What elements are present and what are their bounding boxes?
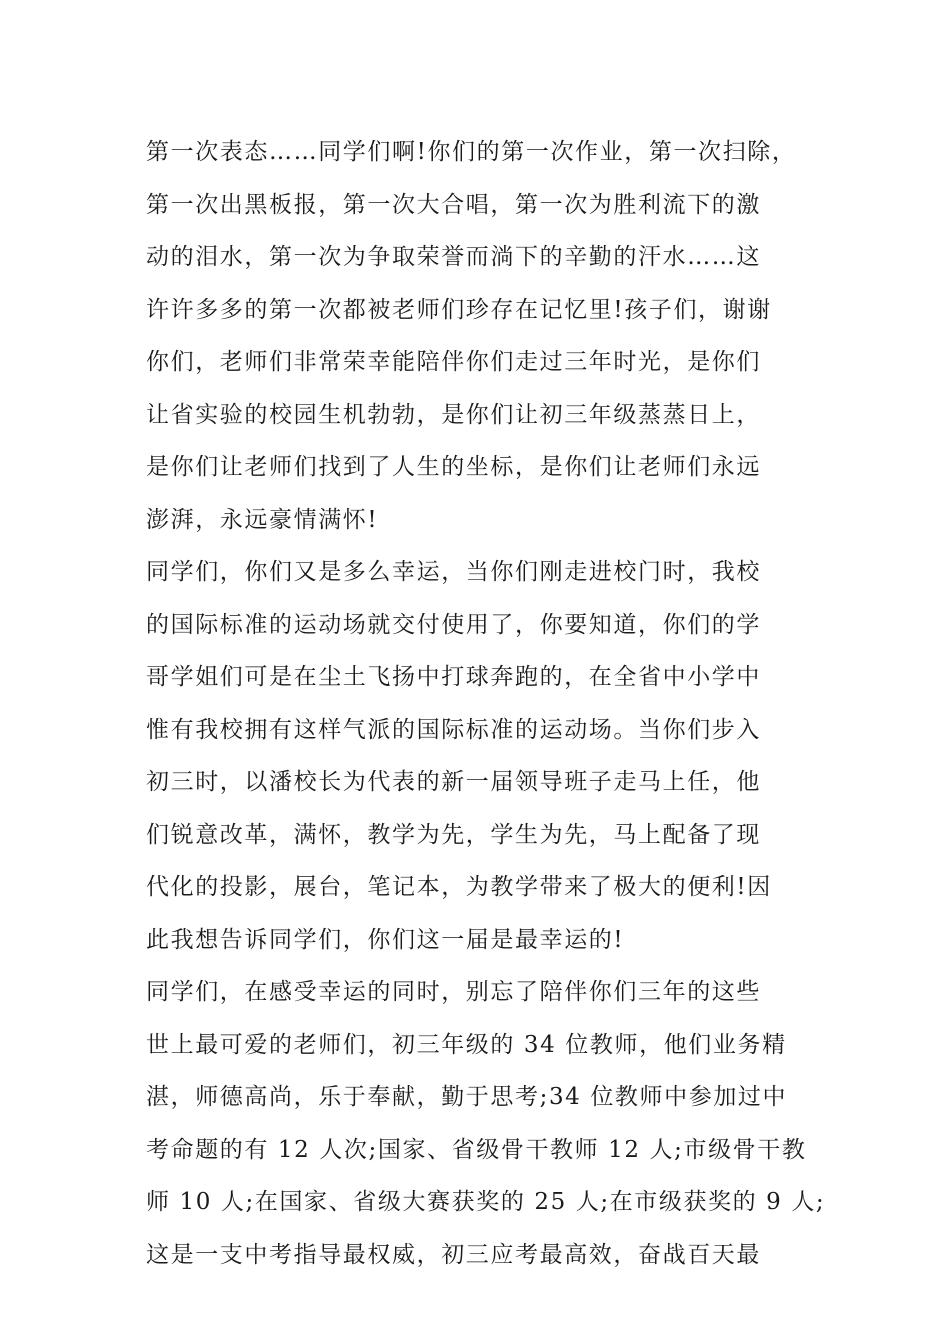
text-line: 同学们，你们又是多么幸运，当你们刚走进校门时，我校 xyxy=(146,559,761,585)
text-line: 许许多多的第一次都被老师们珍存在记忆里!孩子们，谢谢 xyxy=(146,296,772,323)
text-line: 师 10 人;在国家、省级大赛获奖的 25 人;在市级获奖的 9 人; xyxy=(146,1189,826,1215)
text-line: 的国际标准的运动场就交付使用了，你要知道，你们的学 xyxy=(146,611,761,638)
text-line: 让省实验的校园生机勃勃，是你们让初三年级蒸蒸日上， xyxy=(146,401,761,428)
text-line: 这是一支中考指导最权威，初三应考最高效，奋战百天最 xyxy=(146,1241,761,1268)
text-line: 第一次出黑板报，第一次大合唱，第一次为胜利流下的激 xyxy=(146,191,761,218)
text-line: 惟有我校拥有这样气派的国际标准的运动场。当你们步入 xyxy=(146,716,761,743)
text-line: 同学们，在感受幸运的同时，别忘了陪伴你们三年的这些 xyxy=(146,979,761,1005)
text-line: 第一次表态……同学们啊!你们的第一次作业，第一次扫除， xyxy=(146,139,797,165)
text-line: 是你们让老师们找到了人生的坐标，是你们让老师们永远 xyxy=(146,454,761,480)
text-line: 代化的投影，展台，笔记本，为教学带来了极大的便利!因 xyxy=(146,874,772,900)
text-line: 湛，师德高尚，乐于奉献，勤于思考;34 位教师中参加过中 xyxy=(146,1084,788,1110)
text-line: 们锐意改革，满怀，教学为先，学生为先，马上配备了现 xyxy=(146,821,761,848)
text-line: 动的泪水，第一次为争取荣誉而淌下的辛勤的汗水……这 xyxy=(146,244,761,270)
text-line: 澎湃，永远豪情满怀! xyxy=(146,506,379,533)
text-line: 初三时，以潘校长为代表的新一届领导班子走马上任，他 xyxy=(146,769,761,795)
text-line: 你们，老师们非常荣幸能陪伴你们走过三年时光，是你们 xyxy=(146,349,761,375)
text-line: 世上最可爱的老师们，初三年级的 34 位教师，他们业务精 xyxy=(146,1031,787,1058)
document-body xyxy=(146,126,826,1281)
text-line: 此我想告诉同学们，你们这一届是最幸运的! xyxy=(146,926,625,953)
text-line: 考命题的有 12 人次;国家、省级骨干教师 12 人;市级骨干教 xyxy=(146,1136,807,1163)
text-line: 哥学姐们可是在尘土飞扬中打球奔跑的，在全省中小学中 xyxy=(146,664,761,690)
